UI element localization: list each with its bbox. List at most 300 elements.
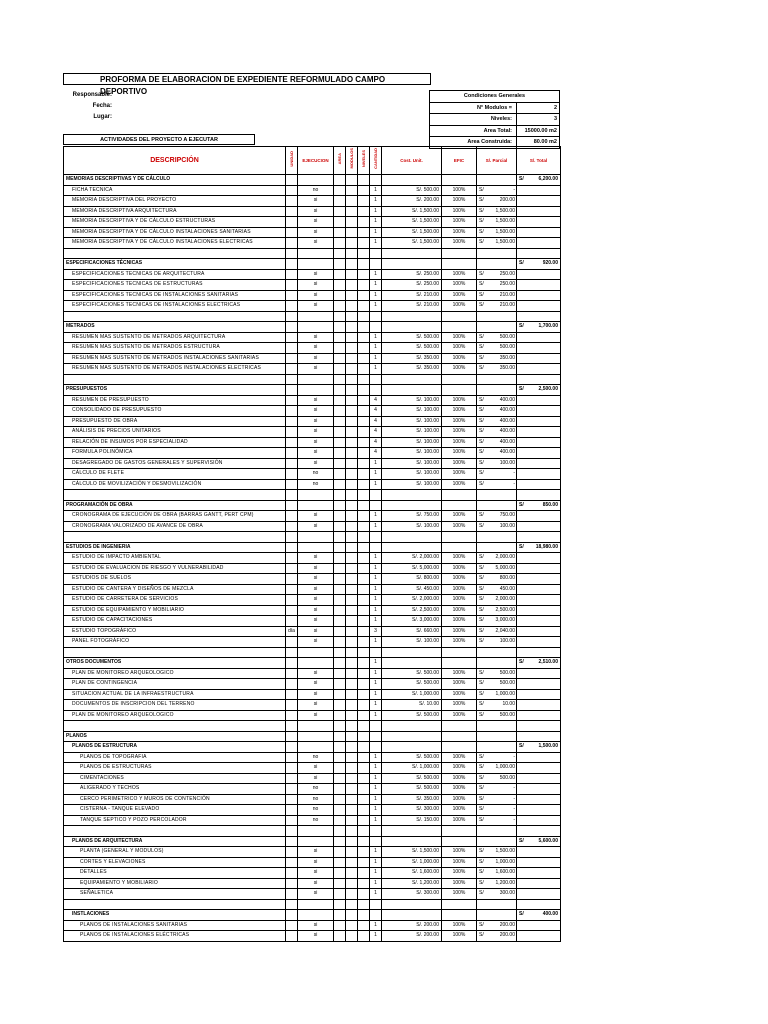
- row-unidad: [286, 836, 298, 847]
- parcial-value: 250.00: [499, 281, 515, 288]
- row-ejecucion: si: [298, 773, 334, 784]
- row-description: MEMORIA DESCRIPTIVA Y DE CÁLCULO INSTALACIONES SANITARIAS: [64, 227, 286, 238]
- currency-symbol: S/: [519, 911, 524, 918]
- row-parcial: [477, 416, 517, 427]
- row-niveles: [358, 269, 370, 280]
- table-blank-row: [64, 532, 561, 543]
- row-parcial: [477, 668, 517, 679]
- row-ejecucion: [298, 731, 334, 742]
- row-ejecucion: [298, 259, 334, 270]
- row-total: [517, 920, 561, 931]
- currency-symbol: S/: [479, 186, 484, 193]
- row-total: [517, 605, 561, 616]
- table-row: [64, 469, 561, 480]
- row-costo-unit: S/. 1,500.00: [382, 847, 442, 858]
- parcial-value: 500.00: [499, 774, 515, 781]
- row-total: [517, 175, 561, 186]
- row-cantidad: [370, 542, 382, 553]
- row-total: [517, 794, 561, 805]
- row-area: [334, 532, 346, 543]
- row-efic: 100%: [442, 931, 477, 942]
- row-area: [334, 227, 346, 238]
- row-unidad: [286, 479, 298, 490]
- row-description: INSTLACIONES: [64, 910, 286, 921]
- row-total: [517, 374, 561, 385]
- row-description: PLANOS DE ARQUITECTURA: [64, 836, 286, 847]
- total-value: 2,500.00: [538, 386, 558, 393]
- row-efic: 100%: [442, 668, 477, 679]
- row-modulos: [346, 826, 358, 837]
- row-parcial: [477, 427, 517, 438]
- row-unidad: [286, 196, 298, 207]
- row-modulos: [346, 931, 358, 942]
- row-niveles: [358, 742, 370, 753]
- row-modulos: [346, 437, 358, 448]
- row-total: [517, 521, 561, 532]
- row-description: PLANOS DE TOPOGRAFIA: [64, 752, 286, 763]
- row-area: [334, 763, 346, 774]
- row-area: [334, 721, 346, 732]
- currency-symbol: S/: [479, 554, 484, 561]
- row-niveles: [358, 626, 370, 637]
- row-ejecucion: si: [298, 868, 334, 879]
- table-row: [64, 605, 561, 616]
- row-unidad: [286, 364, 298, 375]
- row-unidad: [286, 910, 298, 921]
- row-niveles: [358, 490, 370, 501]
- row-ejecucion: si: [298, 217, 334, 228]
- table-blank-row: [64, 490, 561, 501]
- row-costo-unit: [382, 259, 442, 270]
- currency-symbol: S/: [519, 501, 524, 508]
- row-ejecucion: [298, 322, 334, 333]
- row-costo-unit: [382, 385, 442, 396]
- row-modulos: [346, 280, 358, 291]
- row-modulos: [346, 227, 358, 238]
- row-niveles: [358, 343, 370, 354]
- row-modulos: [346, 269, 358, 280]
- row-costo-unit: S/. 210.00: [382, 290, 442, 301]
- row-unidad: [286, 794, 298, 805]
- row-description: PRESUPUESTO DE OBRA: [64, 416, 286, 427]
- row-efic: 100%: [442, 815, 477, 826]
- row-unidad: [286, 521, 298, 532]
- row-efic: 100%: [442, 479, 477, 490]
- row-unidad: [286, 700, 298, 711]
- currency-symbol: S/: [479, 270, 484, 277]
- row-unidad: [286, 406, 298, 417]
- table-blank-row: [64, 899, 561, 910]
- parcial-value: -: [513, 795, 515, 802]
- row-ejecucion: si: [298, 847, 334, 858]
- header-descripcion: DESCRIPCIÓN: [64, 147, 286, 175]
- row-total: [517, 353, 561, 364]
- row-niveles: [358, 689, 370, 700]
- row-total: [517, 448, 561, 459]
- row-parcial: [477, 626, 517, 637]
- row-modulos: [346, 847, 358, 858]
- row-description: ESTUDIO DE EQUIPAMIENTO Y MOBILIARIO: [64, 605, 286, 616]
- header-cantidad-label: CANTIDAD: [373, 148, 378, 169]
- row-ejecucion: si: [298, 269, 334, 280]
- row-unidad: [286, 616, 298, 627]
- parcial-value: 2,040.00: [495, 627, 515, 634]
- row-cantidad: 1: [370, 637, 382, 648]
- currency-symbol: S/: [479, 228, 484, 235]
- row-cantidad: 4: [370, 395, 382, 406]
- row-total: [517, 196, 561, 207]
- row-unidad: [286, 563, 298, 574]
- row-modulos: [346, 500, 358, 511]
- table-header-row: [64, 147, 561, 175]
- row-niveles: [358, 185, 370, 196]
- row-efic: 100%: [442, 878, 477, 889]
- row-description: ESPECIFICACIONES TECNICAS DE ARQUITECTURA: [64, 269, 286, 280]
- row-modulos: [346, 469, 358, 480]
- row-costo-unit: S/. 210.00: [382, 301, 442, 312]
- row-area: [334, 868, 346, 879]
- total-value: 400.00: [542, 911, 558, 918]
- row-area: [334, 311, 346, 322]
- row-costo-unit: S/. 100.00: [382, 469, 442, 480]
- row-ejecucion: [298, 311, 334, 322]
- header-unidad-label: UNIDAD: [289, 150, 294, 167]
- row-cantidad: 1: [370, 878, 382, 889]
- row-total: [517, 626, 561, 637]
- row-costo-unit: S/. 500.00: [382, 668, 442, 679]
- row-modulos: [346, 731, 358, 742]
- table-row: [64, 763, 561, 774]
- currency-symbol: S/: [479, 858, 484, 865]
- row-total: [517, 868, 561, 879]
- row-parcial: [477, 920, 517, 931]
- row-efic: 100%: [442, 868, 477, 879]
- row-parcial: [477, 721, 517, 732]
- row-unidad: [286, 542, 298, 553]
- row-cantidad: 1: [370, 458, 382, 469]
- row-area: [334, 668, 346, 679]
- row-total: [517, 815, 561, 826]
- row-niveles: [358, 794, 370, 805]
- row-ejecucion: no: [298, 784, 334, 795]
- row-efic: 100%: [442, 364, 477, 375]
- row-total: [517, 595, 561, 606]
- row-description: MEMORIA DESCRIPTIVA Y DE CÁLCULO ESTRUCTURAS: [64, 217, 286, 228]
- row-description: MEMORIAS DESCRIPTIVAS Y DE CÁLCULO: [64, 175, 286, 186]
- row-parcial: [477, 385, 517, 396]
- currency-symbol: S/: [479, 638, 484, 645]
- row-parcial: [477, 206, 517, 217]
- row-cantidad: 1: [370, 931, 382, 942]
- table-row: [64, 626, 561, 637]
- row-unidad: [286, 311, 298, 322]
- row-efic: 100%: [442, 626, 477, 637]
- currency-symbol: S/: [479, 365, 484, 372]
- row-modulos: [346, 374, 358, 385]
- row-total: [517, 311, 561, 322]
- row-cantidad: 1: [370, 280, 382, 291]
- row-efic: [442, 836, 477, 847]
- row-modulos: [346, 721, 358, 732]
- row-unidad: [286, 637, 298, 648]
- row-costo-unit: S/. 1,000.00: [382, 763, 442, 774]
- total-value: 2,510.00: [538, 659, 558, 666]
- row-parcial: [477, 878, 517, 889]
- row-costo-unit: [382, 899, 442, 910]
- row-total: [517, 227, 561, 238]
- table-row: [64, 448, 561, 459]
- row-ejecucion: [298, 374, 334, 385]
- table-blank-row: [64, 721, 561, 732]
- row-parcial: [477, 500, 517, 511]
- row-modulos: [346, 511, 358, 522]
- row-niveles: [358, 322, 370, 333]
- row-niveles: [358, 847, 370, 858]
- conditions-value: 3: [516, 114, 559, 125]
- row-ejecucion: si: [298, 595, 334, 606]
- row-niveles: [358, 353, 370, 364]
- row-total: [517, 668, 561, 679]
- row-total: [517, 479, 561, 490]
- row-ejecucion: [298, 658, 334, 669]
- parcial-value: 210.00: [499, 291, 515, 298]
- row-description: PLANOS: [64, 731, 286, 742]
- row-unidad: [286, 731, 298, 742]
- row-unidad: [286, 374, 298, 385]
- row-area: [334, 910, 346, 921]
- row-area: [334, 742, 346, 753]
- row-modulos: [346, 815, 358, 826]
- row-area: [334, 626, 346, 637]
- row-description: [64, 374, 286, 385]
- row-niveles: [358, 290, 370, 301]
- table-row: [64, 427, 561, 438]
- row-costo-unit: S/. 100.00: [382, 637, 442, 648]
- row-area: [334, 490, 346, 501]
- currency-symbol: S/: [479, 890, 484, 897]
- currency-symbol: S/: [479, 239, 484, 246]
- row-cantidad: 1: [370, 752, 382, 763]
- row-cantidad: 1: [370, 332, 382, 343]
- row-cantidad: 1: [370, 710, 382, 721]
- row-niveles: [358, 301, 370, 312]
- table-row: [64, 416, 561, 427]
- row-total: [517, 721, 561, 732]
- row-niveles: [358, 595, 370, 606]
- row-costo-unit: S/. 660.00: [382, 626, 442, 637]
- row-modulos: [346, 238, 358, 249]
- row-description: CRONOGRAMA DE EJECUCIÓN DE OBRA (BARRAS GANTT, PERT CPM): [64, 511, 286, 522]
- row-modulos: [346, 553, 358, 564]
- parcial-value: 500.00: [499, 333, 515, 340]
- currency-symbol: S/: [479, 281, 484, 288]
- row-efic: [442, 542, 477, 553]
- row-total: [517, 364, 561, 375]
- row-costo-unit: S/. 1,500.00: [382, 217, 442, 228]
- row-costo-unit: S/. 350.00: [382, 353, 442, 364]
- currency-symbol: S/: [479, 575, 484, 582]
- row-description: ESTUDIO DE CARRETERA DE SERVICIOS: [64, 595, 286, 606]
- row-description: PANEL FOTOGRÁFICO: [64, 637, 286, 648]
- table-row: [64, 773, 561, 784]
- row-efic: [442, 322, 477, 333]
- row-parcial: [477, 238, 517, 249]
- table-blank-row: [64, 647, 561, 658]
- row-niveles: [358, 815, 370, 826]
- row-total: [517, 500, 561, 511]
- currency-symbol: S/: [479, 396, 484, 403]
- row-modulos: [346, 427, 358, 438]
- row-unidad: [286, 227, 298, 238]
- row-description: RESUMEN DE PRESUPUESTO: [64, 395, 286, 406]
- row-total: [517, 343, 561, 354]
- row-area: [334, 931, 346, 942]
- header-modulos-label: MODULOS: [349, 148, 354, 169]
- row-cantidad: 4: [370, 406, 382, 417]
- row-costo-unit: S/. 1,000.00: [382, 857, 442, 868]
- parcial-value: -: [513, 753, 515, 760]
- row-efic: 100%: [442, 784, 477, 795]
- row-ejecucion: si: [298, 280, 334, 291]
- row-efic: [442, 647, 477, 658]
- row-unidad: [286, 658, 298, 669]
- row-efic: 100%: [442, 805, 477, 816]
- row-description: PLAN DE MONITOREO ARQUEOLOGICO: [64, 668, 286, 679]
- row-costo-unit: S/. 500.00: [382, 752, 442, 763]
- row-costo-unit: [382, 542, 442, 553]
- row-costo-unit: [382, 910, 442, 921]
- row-niveles: [358, 931, 370, 942]
- row-total: [517, 731, 561, 742]
- currency-symbol: S/: [479, 333, 484, 340]
- row-niveles: [358, 826, 370, 837]
- row-parcial: [477, 836, 517, 847]
- row-cantidad: 1: [370, 805, 382, 816]
- header-total: S/. Total: [517, 147, 561, 175]
- row-parcial: [477, 280, 517, 291]
- row-costo-unit: S/. 1,600.00: [382, 868, 442, 879]
- currency-symbol: S/: [479, 774, 484, 781]
- currency-symbol: S/: [479, 512, 484, 519]
- row-total: [517, 784, 561, 795]
- row-parcial: [477, 343, 517, 354]
- row-area: [334, 794, 346, 805]
- currency-symbol: S/: [519, 743, 524, 750]
- row-unidad: [286, 826, 298, 837]
- table-row: [64, 406, 561, 417]
- conditions-value: 15000.00 m2: [516, 126, 559, 137]
- row-total: [517, 322, 561, 333]
- row-description: [64, 899, 286, 910]
- row-efic: [442, 259, 477, 270]
- row-niveles: [358, 374, 370, 385]
- row-area: [334, 448, 346, 459]
- currency-symbol: S/: [479, 921, 484, 928]
- row-cantidad: 1: [370, 763, 382, 774]
- row-description: PLAN DE CONTINGENCIA: [64, 679, 286, 690]
- currency-symbol: S/: [479, 449, 484, 456]
- row-description: [64, 248, 286, 259]
- row-modulos: [346, 689, 358, 700]
- row-cantidad: 3: [370, 626, 382, 637]
- row-total: [517, 185, 561, 196]
- row-area: [334, 175, 346, 186]
- row-description: RESUMEN MAS SUSTENTO DE METRADOS INSTALACIONES ELECTRICAS: [64, 364, 286, 375]
- row-efic: 100%: [442, 427, 477, 438]
- row-unidad: [286, 395, 298, 406]
- currency-symbol: S/: [519, 323, 524, 330]
- row-costo-unit: S/. 3,000.00: [382, 616, 442, 627]
- row-cantidad: 1: [370, 563, 382, 574]
- row-parcial: [477, 364, 517, 375]
- row-ejecucion: si: [298, 553, 334, 564]
- row-total: [517, 658, 561, 669]
- row-parcial: [477, 353, 517, 364]
- row-area: [334, 826, 346, 837]
- row-description: [64, 311, 286, 322]
- row-niveles: [358, 910, 370, 921]
- row-unidad: [286, 448, 298, 459]
- row-costo-unit: S/. 2,500.00: [382, 605, 442, 616]
- row-total: [517, 679, 561, 690]
- row-parcial: [477, 679, 517, 690]
- parcial-value: 200.00: [499, 921, 515, 928]
- row-cantidad: 1: [370, 773, 382, 784]
- row-cantidad: 1: [370, 595, 382, 606]
- row-costo-unit: S/. 5,000.00: [382, 563, 442, 574]
- row-ejecucion: [298, 490, 334, 501]
- row-description: RESUMEN MAS SUSTENTO DE METRADOS ARQUITECTURA: [64, 332, 286, 343]
- row-modulos: [346, 385, 358, 396]
- row-total: [517, 259, 561, 270]
- row-unidad: [286, 752, 298, 763]
- row-costo-unit: [382, 500, 442, 511]
- row-modulos: [346, 857, 358, 868]
- row-total: [517, 248, 561, 259]
- table-row: [64, 206, 561, 217]
- row-ejecucion: si: [298, 332, 334, 343]
- table-blank-row: [64, 374, 561, 385]
- row-niveles: [358, 469, 370, 480]
- row-cantidad: 1: [370, 269, 382, 280]
- table-row: [64, 437, 561, 448]
- table-row: [64, 752, 561, 763]
- row-costo-unit: [382, 175, 442, 186]
- row-costo-unit: [382, 836, 442, 847]
- table-row: [64, 290, 561, 301]
- row-unidad: [286, 710, 298, 721]
- row-costo-unit: S/. 450.00: [382, 584, 442, 595]
- row-area: [334, 574, 346, 585]
- row-costo-unit: S/. 250.00: [382, 280, 442, 291]
- row-area: [334, 343, 346, 354]
- table-row: [64, 868, 561, 879]
- row-total: [517, 469, 561, 480]
- row-total: [517, 301, 561, 312]
- row-modulos: [346, 343, 358, 354]
- row-cantidad: 1: [370, 301, 382, 312]
- table-row: [64, 668, 561, 679]
- row-modulos: [346, 406, 358, 417]
- row-niveles: [358, 458, 370, 469]
- row-total: [517, 637, 561, 648]
- row-parcial: [477, 311, 517, 322]
- currency-symbol: S/: [519, 386, 524, 393]
- row-modulos: [346, 490, 358, 501]
- row-area: [334, 196, 346, 207]
- row-unidad: [286, 805, 298, 816]
- row-cantidad: [370, 322, 382, 333]
